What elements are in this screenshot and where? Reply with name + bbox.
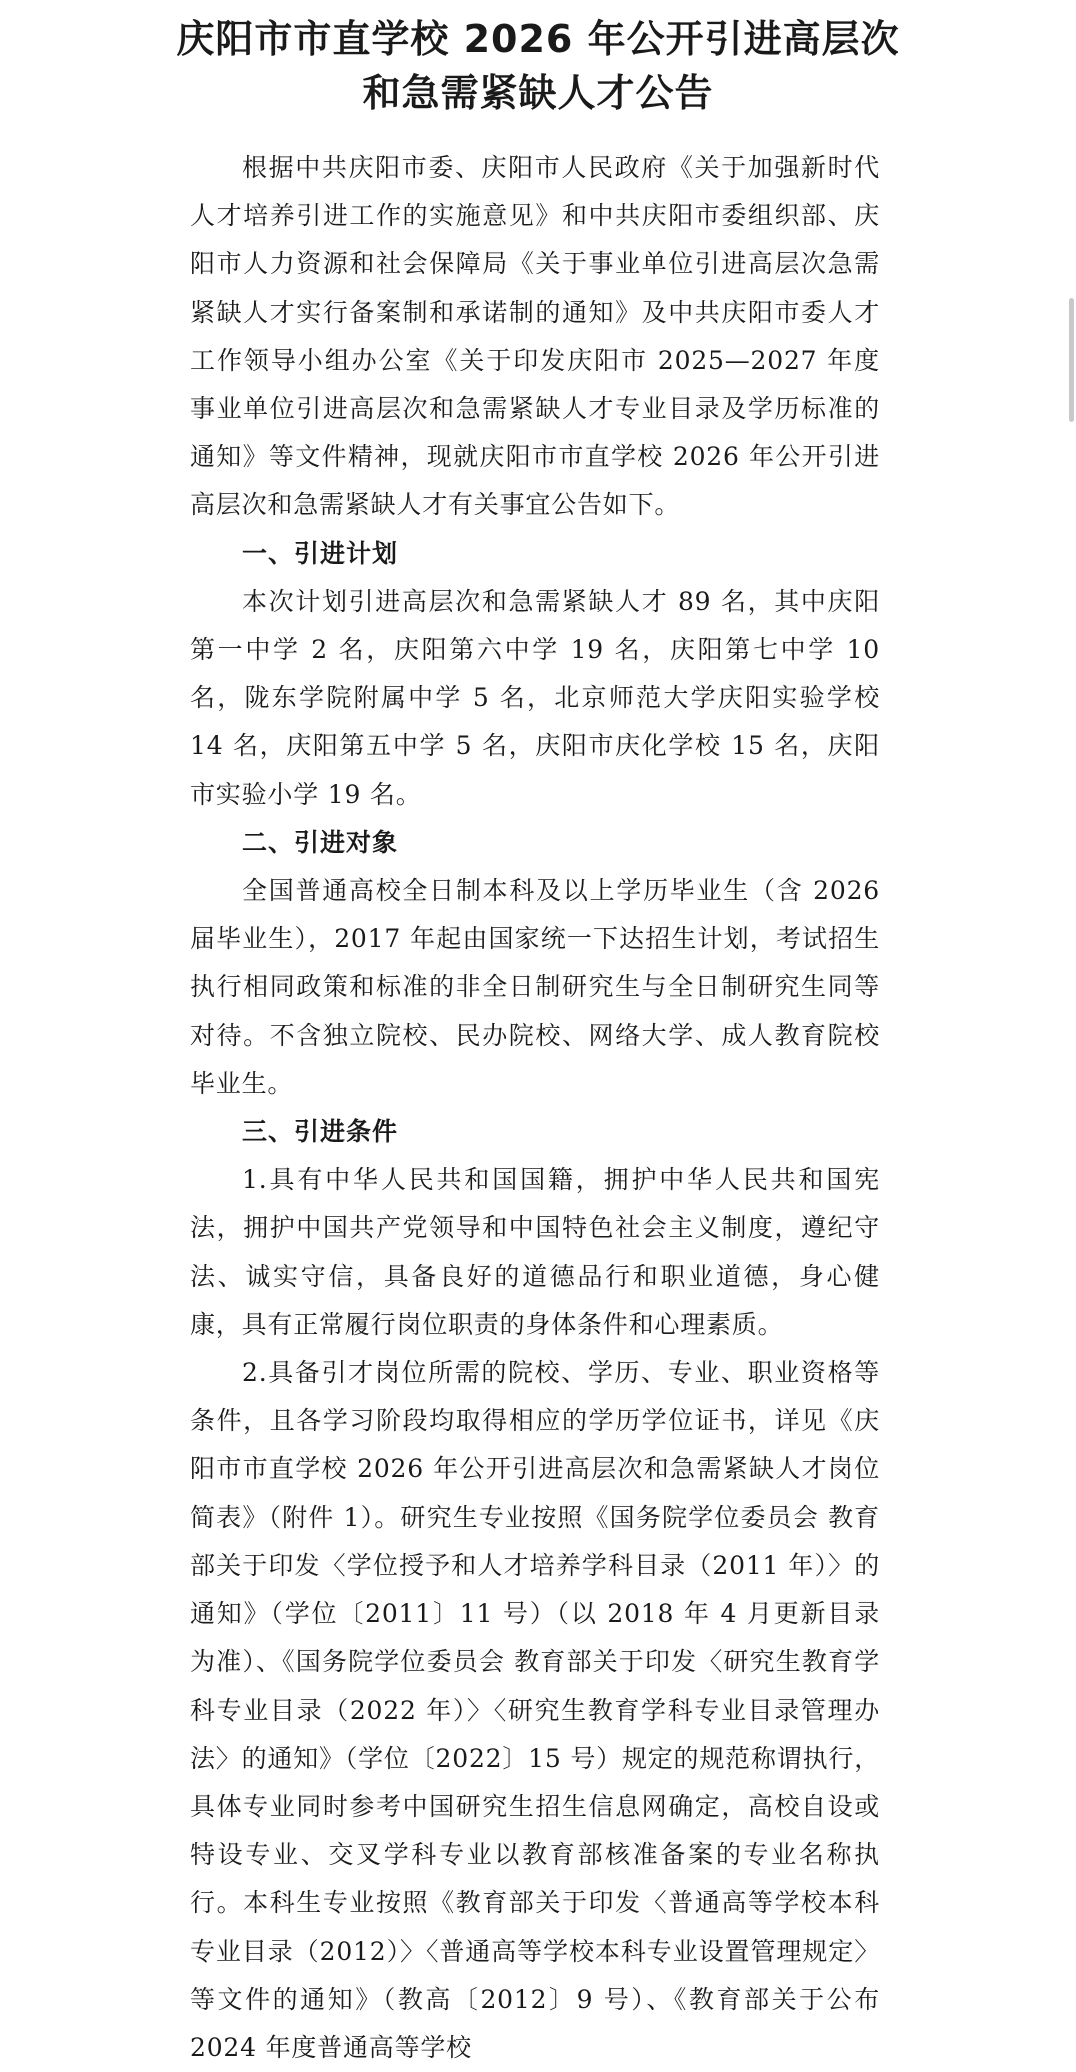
document-title <box>0 12 1076 120</box>
section-heading-target: 二、引进对象 <box>242 827 399 857</box>
title-line-2: 和急需紧缺人才公告 <box>362 71 714 115</box>
intro-paragraph: 根据中共庆阳市委、庆阳市人民政府《关于加强新时代人才培养引进工作的实施意见》和中共庆阳市委组织部、庆阳市人力资源和社会保障局《关于事业单位引进高层次急需紧缺人才实行备案制和承诺制的通知》及中共庆阳市委人才工作领导小组办公室《关于印发庆阳市 2025—2027 年度事业单位引进高层次和急需紧缺人才专业目录及学历标准的通知》等文件精神，现就庆阳市市直学校 2026 年公开引进高层次和急需紧缺人才有关事宜公告如下。 <box>190 153 880 520</box>
condition-item-1: 1.具有中华人民共和国国籍，拥护中华人民共和国宪法，拥护中国共产党领导和中国特色社会主义制度，遵纪守法、诚实守信，具备良好的道德品行和职业道德，身心健康，具有正常履行岗位职责的身体条件和心理素质。 <box>190 1165 880 1339</box>
vertical-scrollbar[interactable] <box>1069 298 1074 422</box>
condition-item-2: 2.具备引才岗位所需的院校、学历、专业、职业资格等条件，且各学习阶段均取得相应的学历学位证书，详见《庆阳市市直学校 2026 年公开引进高层次和急需紧缺人才岗位简表》（附件 1）。研究生专业按照《国务院学位委员会 教育部关于印发〈学位授予和人才培养学科目录（2011 年）〉的通知》（学位〔2011〕11 号）（以 2018 年 4 月更新目录为准）、《国务院学位委员会 教育部关于印发〈研究生教育学科专业目录（2022 年）〉〈研究生教育学科专业目录管理办法〉的通知》（学位〔2022〕15 号）规定的规范称谓执行，具体专业同时参考中国研究生招生信息网确定，高校自设或特设专业、交叉学科专业以教育部核准备案的专业名称执行。本科生专业按照《教育部关于印发〈普通高等学校本科专业目录（2012）〉〈普通高等学校本科专业设置管理规定〉等文件的通知》（教高〔2012〕9 号）、《教育部关于公布 2024 年度普通高等学校 <box>190 1358 880 2062</box>
section-heading-conditions: 三、引进条件 <box>242 1117 399 1147</box>
section-target-text: 全国普通高校全日制本科及以上学历毕业生（含 2026 届毕业生），2017 年起由国家统一下达招生计划，考试招生执行相同政策和标准的非全日制研究生与全日制研究生同等对待。不含独立院校、民办院校、网络大学、成人教育院校毕业生。 <box>190 876 880 1098</box>
document-body <box>190 144 880 2072</box>
section-plan-text: 本次计划引进高层次和急需紧缺人才 89 名，其中庆阳第一中学 2 名，庆阳第六中学 19 名，庆阳第七中学 10 名，陇东学院附属中学 5 名，北京师范大学庆阳实验学校 14 名，庆阳第五中学 5 名，庆阳市庆化学校 15 名，庆阳市实验小学 19 名。 <box>190 586 880 809</box>
title-line-1: 庆阳市市直学校 2026 年公开引进高层次 <box>176 17 900 61</box>
section-heading-plan: 一、引进计划 <box>242 538 399 568</box>
